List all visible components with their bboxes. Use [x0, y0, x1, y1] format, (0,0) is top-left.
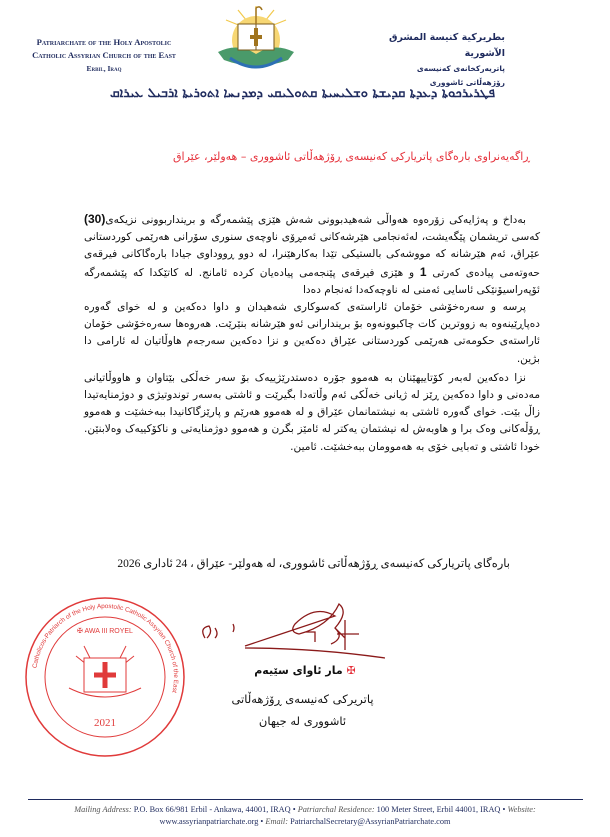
paragraph-1-text-b: کەسی تریشمان پێگەیشت، لەئەنجامی هێرشەکانی ئەمڕۆی ناوچەی سنوری سۆرانی هەرێمی کوردستانی عێراق، ئەم هێرشانە کە مووشەکی بالستیکی تێدا بەکارهێنرا، لە دوو ڕووداوی جیادا بارەگاکانی فیرقەی حەوتەمی پیادەی کەرتی	[84, 231, 540, 279]
signatory-title	[190, 688, 415, 732]
seal-name: ✠ AWA III ROYEL	[77, 628, 133, 635]
signatory-name-text: مار ئاوای سێیەم	[254, 664, 343, 677]
signatory-title-line-2: ئاشووری لە جیهان	[258, 714, 347, 728]
paragraph-1-text-a: بەداخ و پەژایەکی زۆرەوە هەواڵی شەهیدبوونی شەش هێزی پێشمەرگە و برینداربوونی نزیکەی	[105, 214, 526, 226]
statement-body	[84, 211, 540, 456]
seal-ring-text: Catholicos-Patriarch of the Holy Apostolic Catholic Assyrian Church of the East	[31, 602, 180, 694]
letterhead-line-3: Erbil, Iraq	[86, 64, 122, 73]
cross-icon: ✠	[346, 664, 356, 677]
residence-address: 100 Meter Street, Erbil 44001, IRAQ •	[374, 805, 508, 814]
footer-divider	[28, 799, 583, 800]
paragraph-3: نزا دەکەین لەبەر کۆتاییهێنان بە هەموو جۆرە دەستدرێژییەک بۆ سەر خەڵکی بێتاوان و هاووڵاتیانی مەدەنی و داوا دەکەین ڕێز لە ژیانی خەڵکی ئەم وڵاتەدا بگیرێت و ئاشتی بەسەر توندوتیژی و دوژمنایەتیدا زاڵ بێت. خوای گەورە ئاشتی بە نیشتمانمان عێراق و لە هەموو هەرێم و پارێزگاکانیدا ببەخشێت و هەموو ڕۆڵەکانی وەک برا و هاوبەش لە نیشتمان یەکتر لە ئامێز بگرن و هەموو دوژمنایەتی و ناکۆکییەک وەلابنێن. خودا ئاشتی و تەبایی خۆی بە هەموومان ببەخشێت. ئامین.	[84, 371, 540, 453]
signatory-name	[215, 664, 395, 677]
arabic-letterhead	[380, 30, 505, 90]
website-link[interactable]: www.assyrianpatriarchate.org	[159, 817, 259, 826]
seal-year: 2021	[94, 717, 116, 729]
paragraph-2: پرسە و سەرەخۆشی خۆمان ئاراستەی کەسوکاری شەهیدان و داوا دەکەین و لە خوای گەورە دەپاڕێینەوە بە زووترین کات چاکبوونەوە بۆ بریندارانی ئەو هێرشانە بنێرێت. هەروەها سەرەخۆشی خۆمان ئاراستەی حکومەتی هەرێمی کوردستانی عێراق دەکەین و نزا دەکەین سەرجەم هاوڵاتیان لە ئارامی دا بژین.	[84, 301, 540, 365]
paragraph-1	[84, 211, 540, 299]
letterhead-line-1: Patriarchate of the Holy Apostolic	[36, 37, 172, 47]
signature	[185, 598, 385, 660]
date-line: بارەگای پاتریارکی کەنیسەی ڕۆژهەڵاتی ئاشووری، لە هەولێر- عێراق ، 24 ئاداری 2026	[117, 558, 510, 570]
website-label: Website:	[507, 805, 536, 814]
english-letterhead	[14, 36, 194, 75]
email-label: Email:	[265, 817, 289, 826]
injured-count: (30)	[84, 212, 106, 226]
syriac-letterhead-line: ܦܛܪܝܪܟܘܬܐ ܕܥܕܬܐ ܩܕܝܫܬܐ ܘܫܠܝܚܝܬܐ ܩܬܘܠܝܩܝ ܕܡܕܢܚܐ ܐܬܘܪܝܬܐ ܐܪܒܝܠ ܥܝܪܐܩ	[109, 86, 496, 101]
arabic-letterhead-line: بطريركية كنيسة المشرق الآشورية	[389, 32, 505, 59]
email-address[interactable]: PatriarchalSecretary@AssyrianPatriarchate.com	[288, 817, 451, 826]
letterhead-line-2: Catholic Assyrian Church of the East	[32, 50, 176, 60]
church-logo-icon	[208, 2, 304, 74]
kurdish-letterhead-line: پاتریەرکخانەی کەنیسەی رۆژهەڵاتی ئاشووری	[416, 64, 505, 87]
statement-title: ڕاگەیەنراوی بارەگای پاتریارکی کەنیسەی ڕۆژهەڵاتی ئاشووری – هەولێر، عێراق	[172, 150, 530, 163]
patriarch-seal	[24, 596, 186, 758]
paragraph-1-text-c: و هێزی فیرقەی پێنجەمی پیادەیان کردە ئامانج. لە کاتێکدا کە پێشمەرگە ئۆپەراسیۆنێکی ئاسایی ئەمنی لە ناوچەکەدا ئەنجام دەدا	[84, 266, 540, 296]
footer: Mailing Address: P.O. Box 66/981 Erbil - Ankawa, 44001, IRAQ • Patriarchal Residence: 100 Meter Street, Erbil 44001, IRAQ • Website: www.assyrianpatriarchate.org • Email: PatriarchalSecretary@AssyrianPatriarchate.com	[74, 805, 536, 826]
residence-label: Patriarchal Residence:	[297, 805, 375, 814]
sector-number: 1	[419, 264, 427, 279]
mailing-label: Mailing Address:	[74, 805, 132, 814]
signatory-title-line-1: پاتریرکی کەنیسەی ڕۆژهەڵاتی	[231, 692, 374, 706]
mailing-address: P.O. Box 66/981 Erbil - Ankawa, 44001, IRAQ •	[131, 805, 298, 814]
